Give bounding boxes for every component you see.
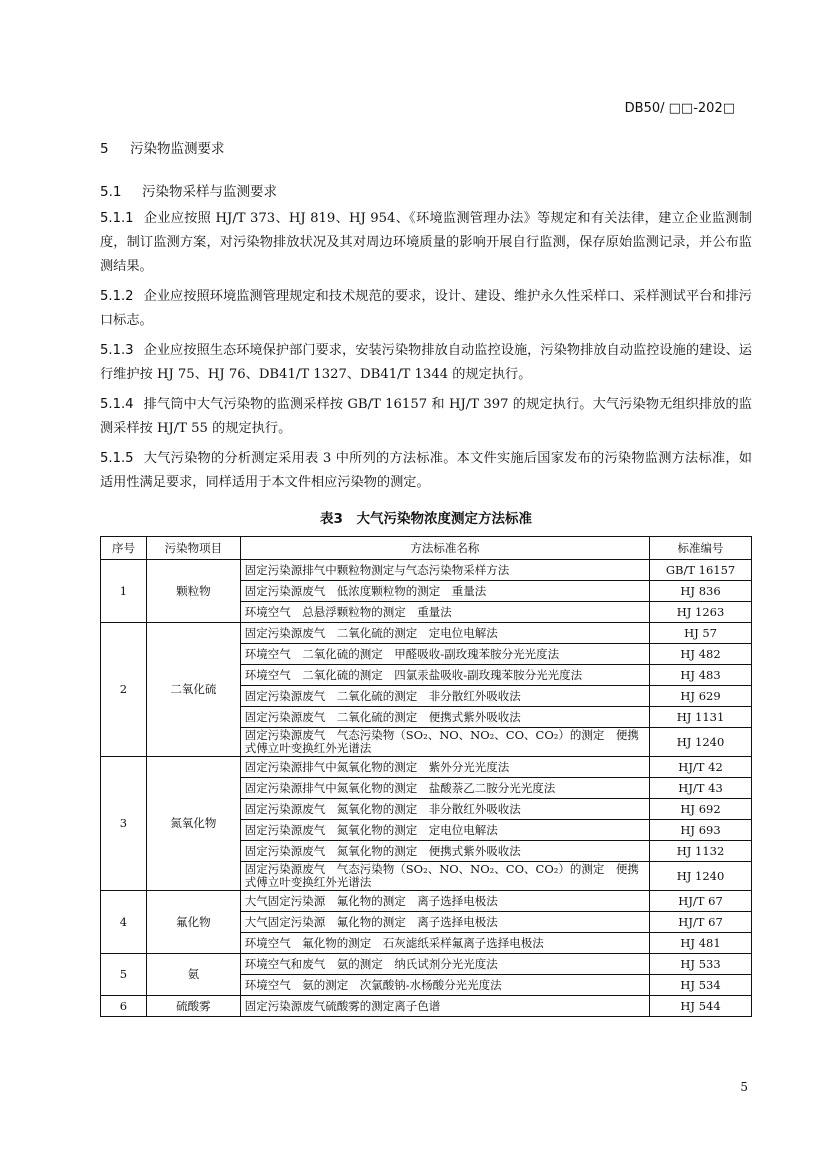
header-method: 方法标准名称	[240, 537, 649, 560]
cell-code: HJ 533	[650, 954, 752, 975]
paragraph-text: 企业应按照生态环境保护部门要求，安装污染物排放自动监控设施，污染物排放自动监控设施的建设、运行维护按 HJ 75、HJ 76、DB41/T 1327、DB41/T 1344 的规定执行。	[100, 343, 752, 382]
cell-method: 固定污染源废气 气态污染物（SO₂、NO、NO₂、CO、CO₂）的测定 便携式傅立叶变换红外光谱法	[240, 728, 649, 757]
page-number: 5	[740, 1080, 748, 1094]
cell-code: HJ 1131	[650, 707, 752, 728]
table-row	[101, 757, 752, 778]
cell-code: HJ 629	[650, 686, 752, 707]
cell-method: 固定污染源废气 二氧化硫的测定 定电位电解法	[240, 623, 649, 644]
section-5-heading	[100, 137, 225, 157]
paragraph-text: 企业应按照 HJ/T 373、HJ 819、HJ 954、《环境监测管理办法》等规定和有关法律，建立企业监测制度，制订监测方案，对污染物排放状况及其对周边环境质量的影响开展自行监测，保存原始监测记录，并公布监测结果。	[100, 211, 752, 274]
table-row	[101, 996, 752, 1017]
cell-code: HJ 57	[650, 623, 752, 644]
paragraph-5-1-4	[100, 393, 752, 441]
section-title: 污染物采样与监测要求	[142, 184, 277, 200]
cell-method: 环境空气 二氧化硫的测定 甲醛吸收-副玫瑰苯胺分光光度法	[240, 644, 649, 665]
cell-method: 大气固定污染源 氟化物的测定 离子选择电极法	[240, 891, 649, 912]
paragraph-text: 大气污染物的分析测定采用表 3 中所列的方法标准。本文件实施后国家发布的污染物监测方法标准，如适用性满足要求，同样适用于本文件相应污染物的测定。	[100, 451, 752, 490]
cell-code: GB/T 16157	[650, 560, 752, 581]
paragraph-number: 5.1.4	[100, 397, 134, 412]
paragraph-number: 5.1.2	[100, 289, 134, 304]
header-pollutant: 污染物项目	[146, 537, 240, 560]
cell-method: 环境空气 氟化物的测定 石灰滤纸采样氟离子选择电极法	[240, 933, 649, 954]
cell-code: HJ 544	[650, 996, 752, 1017]
cell-seq: 5	[101, 954, 147, 996]
cell-code: HJ 693	[650, 820, 752, 841]
cell-code: HJ/T 43	[650, 778, 752, 799]
cell-code: HJ 1263	[650, 602, 752, 623]
cell-code: HJ 1240	[650, 862, 752, 891]
table-caption: 表3 大气污染物浓度测定方法标准	[320, 511, 532, 527]
table-row	[101, 623, 752, 644]
cell-method: 固定污染源废气 低浓度颗粒物的测定 重量法	[240, 581, 649, 602]
cell-method: 固定污染源废气 二氧化硫的测定 便携式紫外吸收法	[240, 707, 649, 728]
cell-method: 固定污染源排气中颗粒物测定与气态污染物采样方法	[240, 560, 649, 581]
cell-code: HJ 481	[650, 933, 752, 954]
section-5-1-heading	[100, 180, 277, 200]
cell-method: 固定污染源废气 氮氧化物的测定 非分散红外吸收法	[240, 799, 649, 820]
cell-pollutant: 氮氧化物	[146, 757, 240, 891]
cell-method: 固定污染源废气 氮氧化物的测定 便携式紫外吸收法	[240, 841, 649, 862]
cell-method: 环境空气和废气 氨的测定 纳氏试剂分光光度法	[240, 954, 649, 975]
cell-code: HJ/T 42	[650, 757, 752, 778]
cell-code: HJ 836	[650, 581, 752, 602]
cell-method: 大气固定污染源 氟化物的测定 离子选择电极法	[240, 912, 649, 933]
cell-method: 固定污染源废气硫酸雾的测定离子色谱	[240, 996, 649, 1017]
cell-method: 环境空气 总悬浮颗粒物的测定 重量法	[240, 602, 649, 623]
cell-code: HJ 1240	[650, 728, 752, 757]
cell-method: 固定污染源排气中氮氧化物的测定 紫外分光光度法	[240, 757, 649, 778]
table-header-row	[101, 537, 752, 560]
cell-seq: 6	[101, 996, 147, 1017]
cell-method: 固定污染源废气 二氧化硫的测定 非分散红外吸收法	[240, 686, 649, 707]
cell-seq: 3	[101, 757, 147, 891]
header-seq: 序号	[101, 537, 147, 560]
paragraph-number: 5.1.5	[100, 451, 134, 466]
cell-seq: 4	[101, 891, 147, 954]
table-row	[101, 891, 752, 912]
cell-pollutant: 二氧化硫	[146, 623, 240, 757]
cell-seq: 1	[101, 560, 147, 623]
cell-method: 固定污染源排气中氮氧化物的测定 盐酸萘乙二胺分光光度法	[240, 778, 649, 799]
section-number: 5.1	[100, 184, 122, 200]
header-code: 标准编号	[650, 537, 752, 560]
cell-method: 环境空气 二氧化硫的测定 四氯汞盐吸收-副玫瑰苯胺分光光度法	[240, 665, 649, 686]
cell-pollutant: 氨	[146, 954, 240, 996]
cell-method: 环境空气 氨的测定 次氯酸钠-水杨酸分光光度法	[240, 975, 649, 996]
paragraph-text: 企业应按照环境监测管理规定和技术规范的要求，设计、建设、维护永久性采样口、采样测试平台和排污口标志。	[100, 289, 752, 328]
paragraph-number: 5.1.1	[100, 211, 134, 226]
cell-code: HJ 534	[650, 975, 752, 996]
cell-code: HJ 1132	[650, 841, 752, 862]
document-code: DB50/ □□-202□	[624, 101, 735, 116]
table-row	[101, 560, 752, 581]
cell-code: HJ 483	[650, 665, 752, 686]
paragraph-5-1-5	[100, 447, 752, 495]
paragraph-number: 5.1.3	[100, 343, 134, 358]
cell-method: 固定污染源废气 氮氧化物的测定 定电位电解法	[240, 820, 649, 841]
cell-pollutant: 氟化物	[146, 891, 240, 954]
method-standards-table	[100, 536, 752, 1017]
cell-code: HJ/T 67	[650, 912, 752, 933]
cell-code: HJ 692	[650, 799, 752, 820]
cell-code: HJ/T 67	[650, 891, 752, 912]
paragraph-5-1-3	[100, 339, 752, 387]
cell-pollutant: 硫酸雾	[146, 996, 240, 1017]
cell-pollutant: 颗粒物	[146, 560, 240, 623]
paragraph-5-1-2	[100, 285, 752, 333]
cell-seq: 2	[101, 623, 147, 757]
paragraph-text: 排气筒中大气污染物的监测采样按 GB/T 16157 和 HJ/T 397 的规定执行。大气污染物无组织排放的监测采样按 HJ/T 55 的规定执行。	[100, 397, 752, 436]
paragraph-5-1-1	[100, 207, 752, 279]
cell-method: 固定污染源废气 气态污染物（SO₂、NO、NO₂、CO、CO₂）的测定 便携式傅立叶变换红外光谱法	[240, 862, 649, 891]
cell-code: HJ 482	[650, 644, 752, 665]
section-number: 5	[100, 141, 109, 157]
table-row	[101, 954, 752, 975]
section-title: 污染物监测要求	[130, 141, 225, 157]
